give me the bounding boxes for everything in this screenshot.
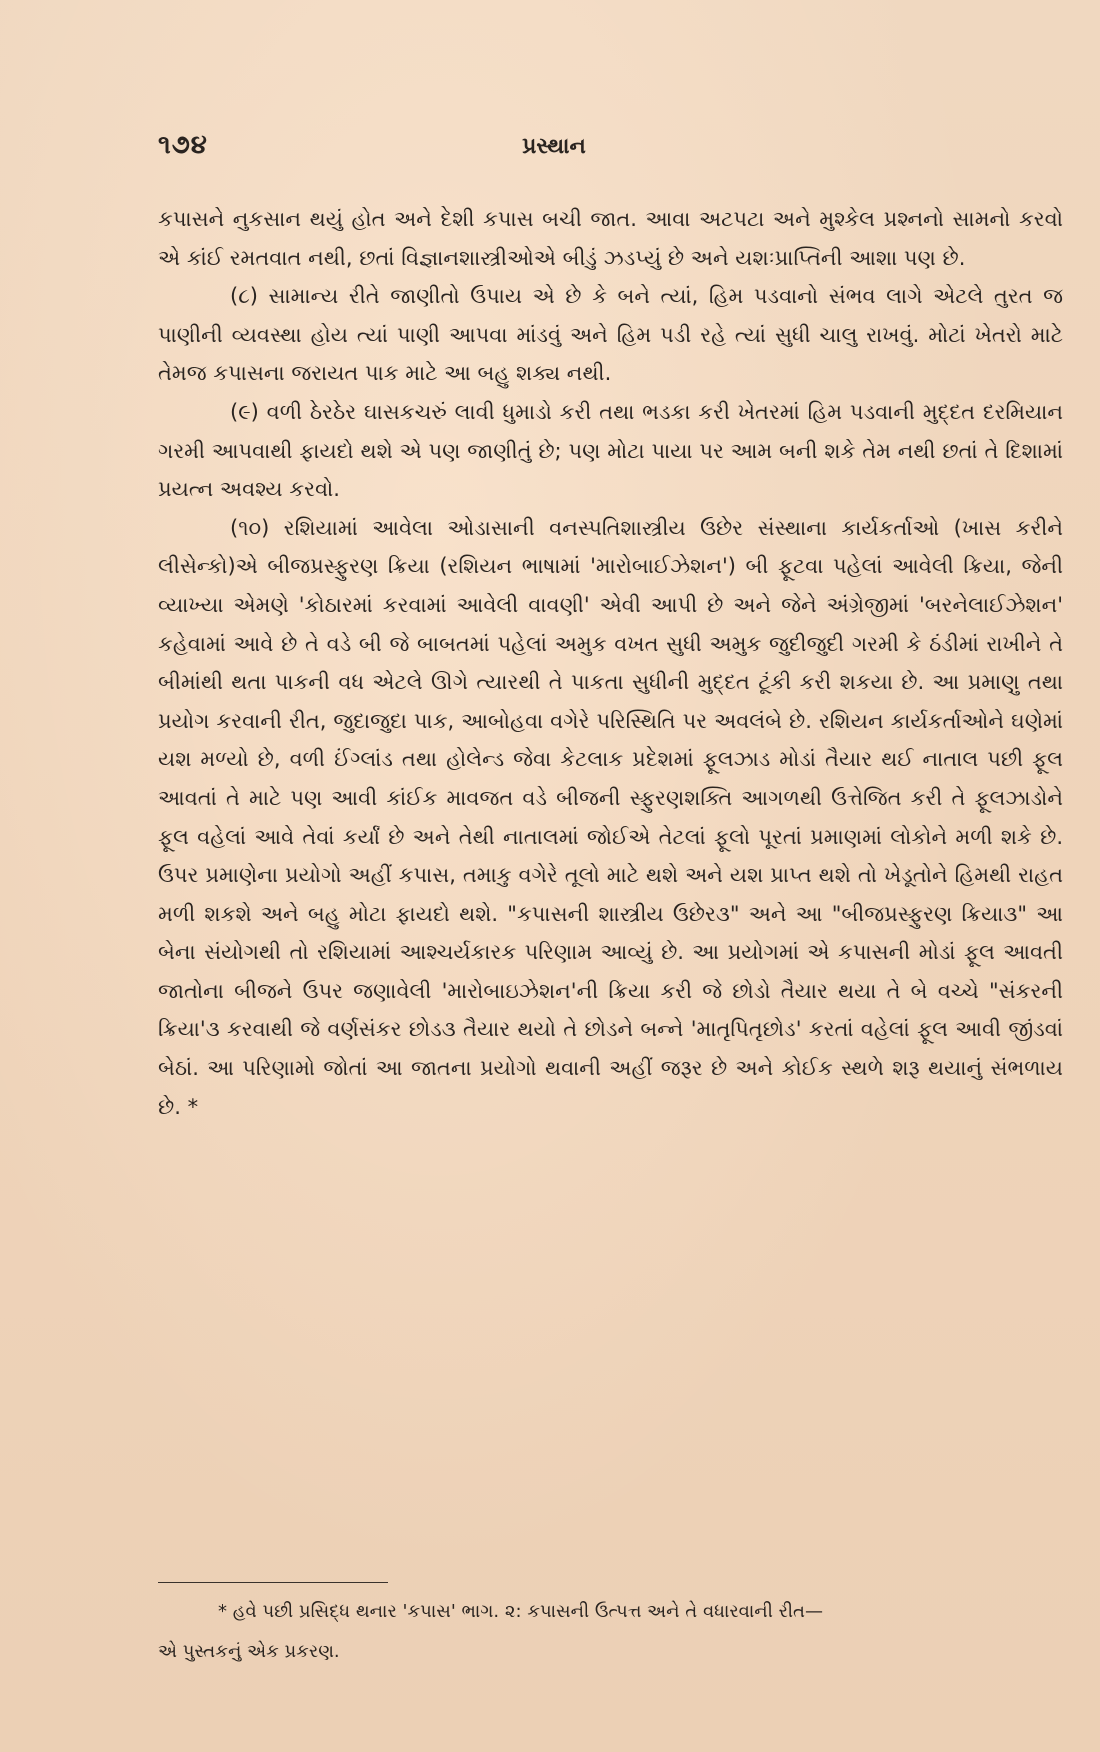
paragraph-8: (૮) સામાન્ય રીતે જાણીતો ઉપાય એ છે કે બને ત્યાં, હિમ પડવાનો સંભવ લાગે એટલે તુરત જ પાણીની વ્યવસ્થા હોય ત્યાં પાણી આપવા માંડવું અને હિમ પડી રહે ત્યાં સુધી ચાલુ રાખવું. મોટાં ખેતરો માટે તેમજ કપાસના જરાયત પાક માટે આ બહુ શક્ય નથી. bbox=[158, 284, 1063, 386]
footnote-line-1: * હવે પછી પ્રસિદ્ધ થનાર 'કપાસ' ભાગ. ૨: કપાસની ઉત્પત્ત અને તે વધારવાની રીત— bbox=[218, 1601, 823, 1622]
running-head: પ્રસ્થાન bbox=[522, 134, 586, 159]
page-number: ૧૭૪ bbox=[158, 130, 208, 160]
paragraph-10: (૧૦) રશિયામાં આવેલા ઓડાસાની વનસ્પતિશાસ્ત્રીય ઉછેર સંસ્થાના કાર્યકર્તાઓ (ખાસ કરીને લીસેન્કો)એ બીજપ્રસ્ફુરણ ક્રિયા (રશિયન ભાષામાં 'મારોબાઈઝેશન') બી ફૂટવા પહેલાં આવેલી ક્રિયા, જેની વ્યાખ્યા એમણે 'કોઠારમાં કરવામાં આવેલી વાવણી' એવી આપી છે અને જેને અંગ્રેજીમાં 'બરનેલાઈઝેશન' કહેવામાં આવે છે તે વડે બી જે બાબતમાં પહેલાં અમુક વખત સુધી અમુક જુદીજુદી ગરમી કે ઠંડીમાં રાખીને તે બીમાંથી થતા પાકની વધ એટલે ઊગે ત્યારથી તે પાકતા સુધીની મુદ્દત ટૂંકી કરી શકયા છે. આ પ્રમાણુ તથા પ્રયોગ કરવાની રીત, જુદાજુદા પાક, આબોહવા વગેરે પરિસ્થિતિ પર અવલંબે છે. રશિયન કાર્યકર્તાઓને ઘણેમાં યશ મળ્યો છે, વળી ઈંગ્લાંડ તથા હોલેન્ડ જેવા કેટલાક પ્રદેશમાં ફૂલઝાડ મોડાં તૈયાર થઈ નાતાલ પછી ફૂલ આવતાં તે માટે પણ આવી કાંઈક માવજત વડે બીજની સ્ફુરણશક્તિ આગળથી ઉત્તેજિત કરી તે ફૂલઝાડોને ફૂલ વહેલાં આવે તેવાં કર્યાં છે અને તેથી નાતાલમાં જોઈએ તેટલાં ફૂલો પૂરતાં પ્રમાણમાં લોકોને મળી શકે છે. ઉપર પ્રમાણેના પ્રયોગો અહીં કપાસ, તમાકુ વગેરે તૂલો માટે થશે અને યશ પ્રાપ્ત થશે તો ખેડૂતોને હિમથી રાહત મળી શકશે અને બહુ મોટા ફાયદો થશે. "કપાસની શાસ્ત્રીય ઉછેર૩" અને આ "બીજપ્રસ્ફુરણ ક્રિયા૩" આ બેના સંયોગથી તો રશિયામાં આશ્ચર્યકારક પરિણામ આવ્યું છે. આ પ્રયોગમાં એ કપાસની મોડાં ફૂલ આવતી જાતોના બીજને ઉપર જણાવેલી 'મારોબાઇઝેશન'ની ક્રિયા કરી જે છોડો તૈયાર થયા તે બે વચ્ચે "સંકરની ક્રિયા'૩ કરવાથી જે વર્ણસંકર છોડ૩ તૈયાર થયો તે છોડને બન્ને 'માતૃપિતૃછોડ' કરતાં વહેલાં ફૂલ આવી જીંડવાં બેઠાં. આ પરિણામો જોતાં આ જાતના પ્રયોગો થવાની અહીં જરૂર છે અને કોઈક સ્થળે શરૂ થયાનું સંભળાય છે. * bbox=[158, 515, 1063, 1119]
footnote bbox=[158, 1592, 1063, 1672]
paragraph-9: (૯) વળી ઠેરઠેર ઘાસકચરું લાવી ધુમાડો કરી તથા ભડકા કરી ખેતરમાં હિમ પડવાની મુદ્દત દરમિયાન ગરમી આપવાથી ફાયદો થશે એ પણ જાણીતું છે; પણ મોટા પાયા પર આમ બની શકે તેમ નથી છતાં તે દિશામાં પ્રયત્ન અવશ્ય કરવો. bbox=[158, 399, 1063, 502]
footnote-line-2: એ પુસ્તકનું એક પ્રકરણ. bbox=[158, 1641, 340, 1662]
body-text bbox=[158, 200, 1063, 1126]
paragraph-continuation: કપાસને નુકસાન થયું હોત અને દેશી કપાસ બચી જાત. આવા અટપટા અને મુશ્કેલ પ્રશ્નનો સામનો કરવો એ કાંઈ રમતવાત નથી, છતાં વિજ્ઞાનશાસ્ત્રીઓએ બીડું ઝડપ્યું છે અને યશઃપ્રાપ્તિની આશા પણ છે. bbox=[158, 207, 1063, 270]
page-header bbox=[158, 130, 950, 170]
footnote-divider bbox=[158, 1582, 388, 1583]
